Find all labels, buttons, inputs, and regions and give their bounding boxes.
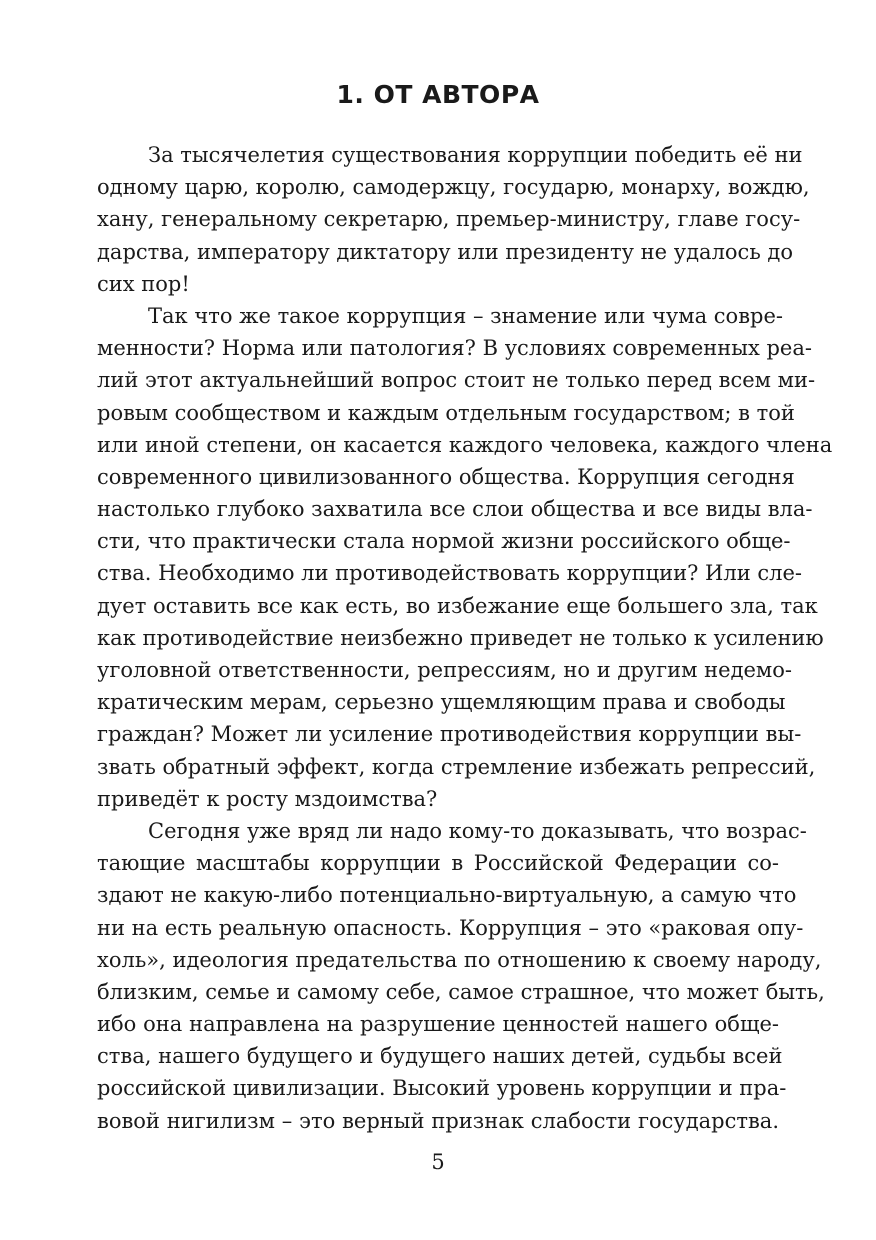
text-line: холь», идеология предательства по отношению к своему народу, [97, 947, 822, 972]
text-line: сти, что практически стала нормой жизни российского обще- [97, 529, 791, 554]
text-line: здают не какую-либо потенциально-виртуальную, а самую что [97, 883, 797, 908]
text-line: или иной степени, он касается каждого человека, каждого члена [97, 432, 833, 457]
text-line: вовой нигилизм – это верный признак слабости государства. [97, 1108, 779, 1133]
text-line: граждан? Может ли усиление противодействия коррупции вы- [97, 722, 802, 747]
text-line: кратическим мерам, серьезно ущемляющим права и свободы [97, 690, 786, 715]
text-line: дует оставить все как есть, во избежание еще большего зла, так [97, 593, 818, 618]
text-line: российской цивилизации. Высокий уровень коррупции и пра- [97, 1076, 787, 1101]
text-line: дарства, императору диктатору или президенту не удалось до [97, 239, 794, 264]
text-line: приведёт к росту мздоимства? [97, 786, 438, 811]
text-line: настолько глубоко захватила все слои общества и все виды вла- [97, 497, 813, 522]
text-line: звать обратный эффект, когда стремление избежать репрессий, [97, 754, 816, 779]
text-line: Так что же такое коррупция – знамение или чума совре- [148, 303, 783, 328]
text-line: ства, нашего будущего и будущего наших детей, судьбы всей [97, 1044, 783, 1069]
body-text [97, 139, 833, 1137]
text-line: Сегодня уже вряд ли надо кому-то доказывать, что возрас- [148, 818, 807, 843]
text-line: лий этот актуальнейший вопрос стоит не только перед всем ми- [97, 368, 816, 393]
text-line: тающие масштабы коррупции в Российской Федерации со- [97, 851, 779, 876]
text-line: менности? Норма или патология? В условиях современных реа- [97, 336, 812, 361]
text-line: ни на есть реальную опасность. Коррупция – это «раковая опу- [97, 915, 804, 940]
text-line: ибо она направлена на разрушение ценностей нашего обще- [97, 1012, 779, 1037]
text-line: близким, семье и самому себе, самое страшное, что может быть, [97, 979, 825, 1004]
text-line: одному царю, королю, самодержцу, государю, монарху, вождю, [97, 175, 810, 200]
text-line: сих пор! [97, 271, 190, 296]
text-line: уголовной ответственности, репрессиям, но и другим недемо- [97, 658, 793, 682]
text-line: как противодействие неизбежно приведет не только к усилению [97, 625, 824, 650]
page-number: 5 [431, 1150, 445, 1174]
text-line: ства. Необходимо ли противодействовать коррупции? Или сле- [97, 561, 802, 586]
text-line: ровым сообществом и каждым отдельным государством; в той [97, 400, 795, 425]
text-line: современного цивилизованного общества. Коррупция сегодня [97, 464, 795, 489]
chapter-title: 1. ОТ АВТОРА [336, 80, 540, 109]
text-line: За тысячелетия существования коррупции победить её ни [148, 143, 803, 167]
text-line: хану, генеральному секретарю, премьер-министру, главе госу- [97, 207, 801, 232]
